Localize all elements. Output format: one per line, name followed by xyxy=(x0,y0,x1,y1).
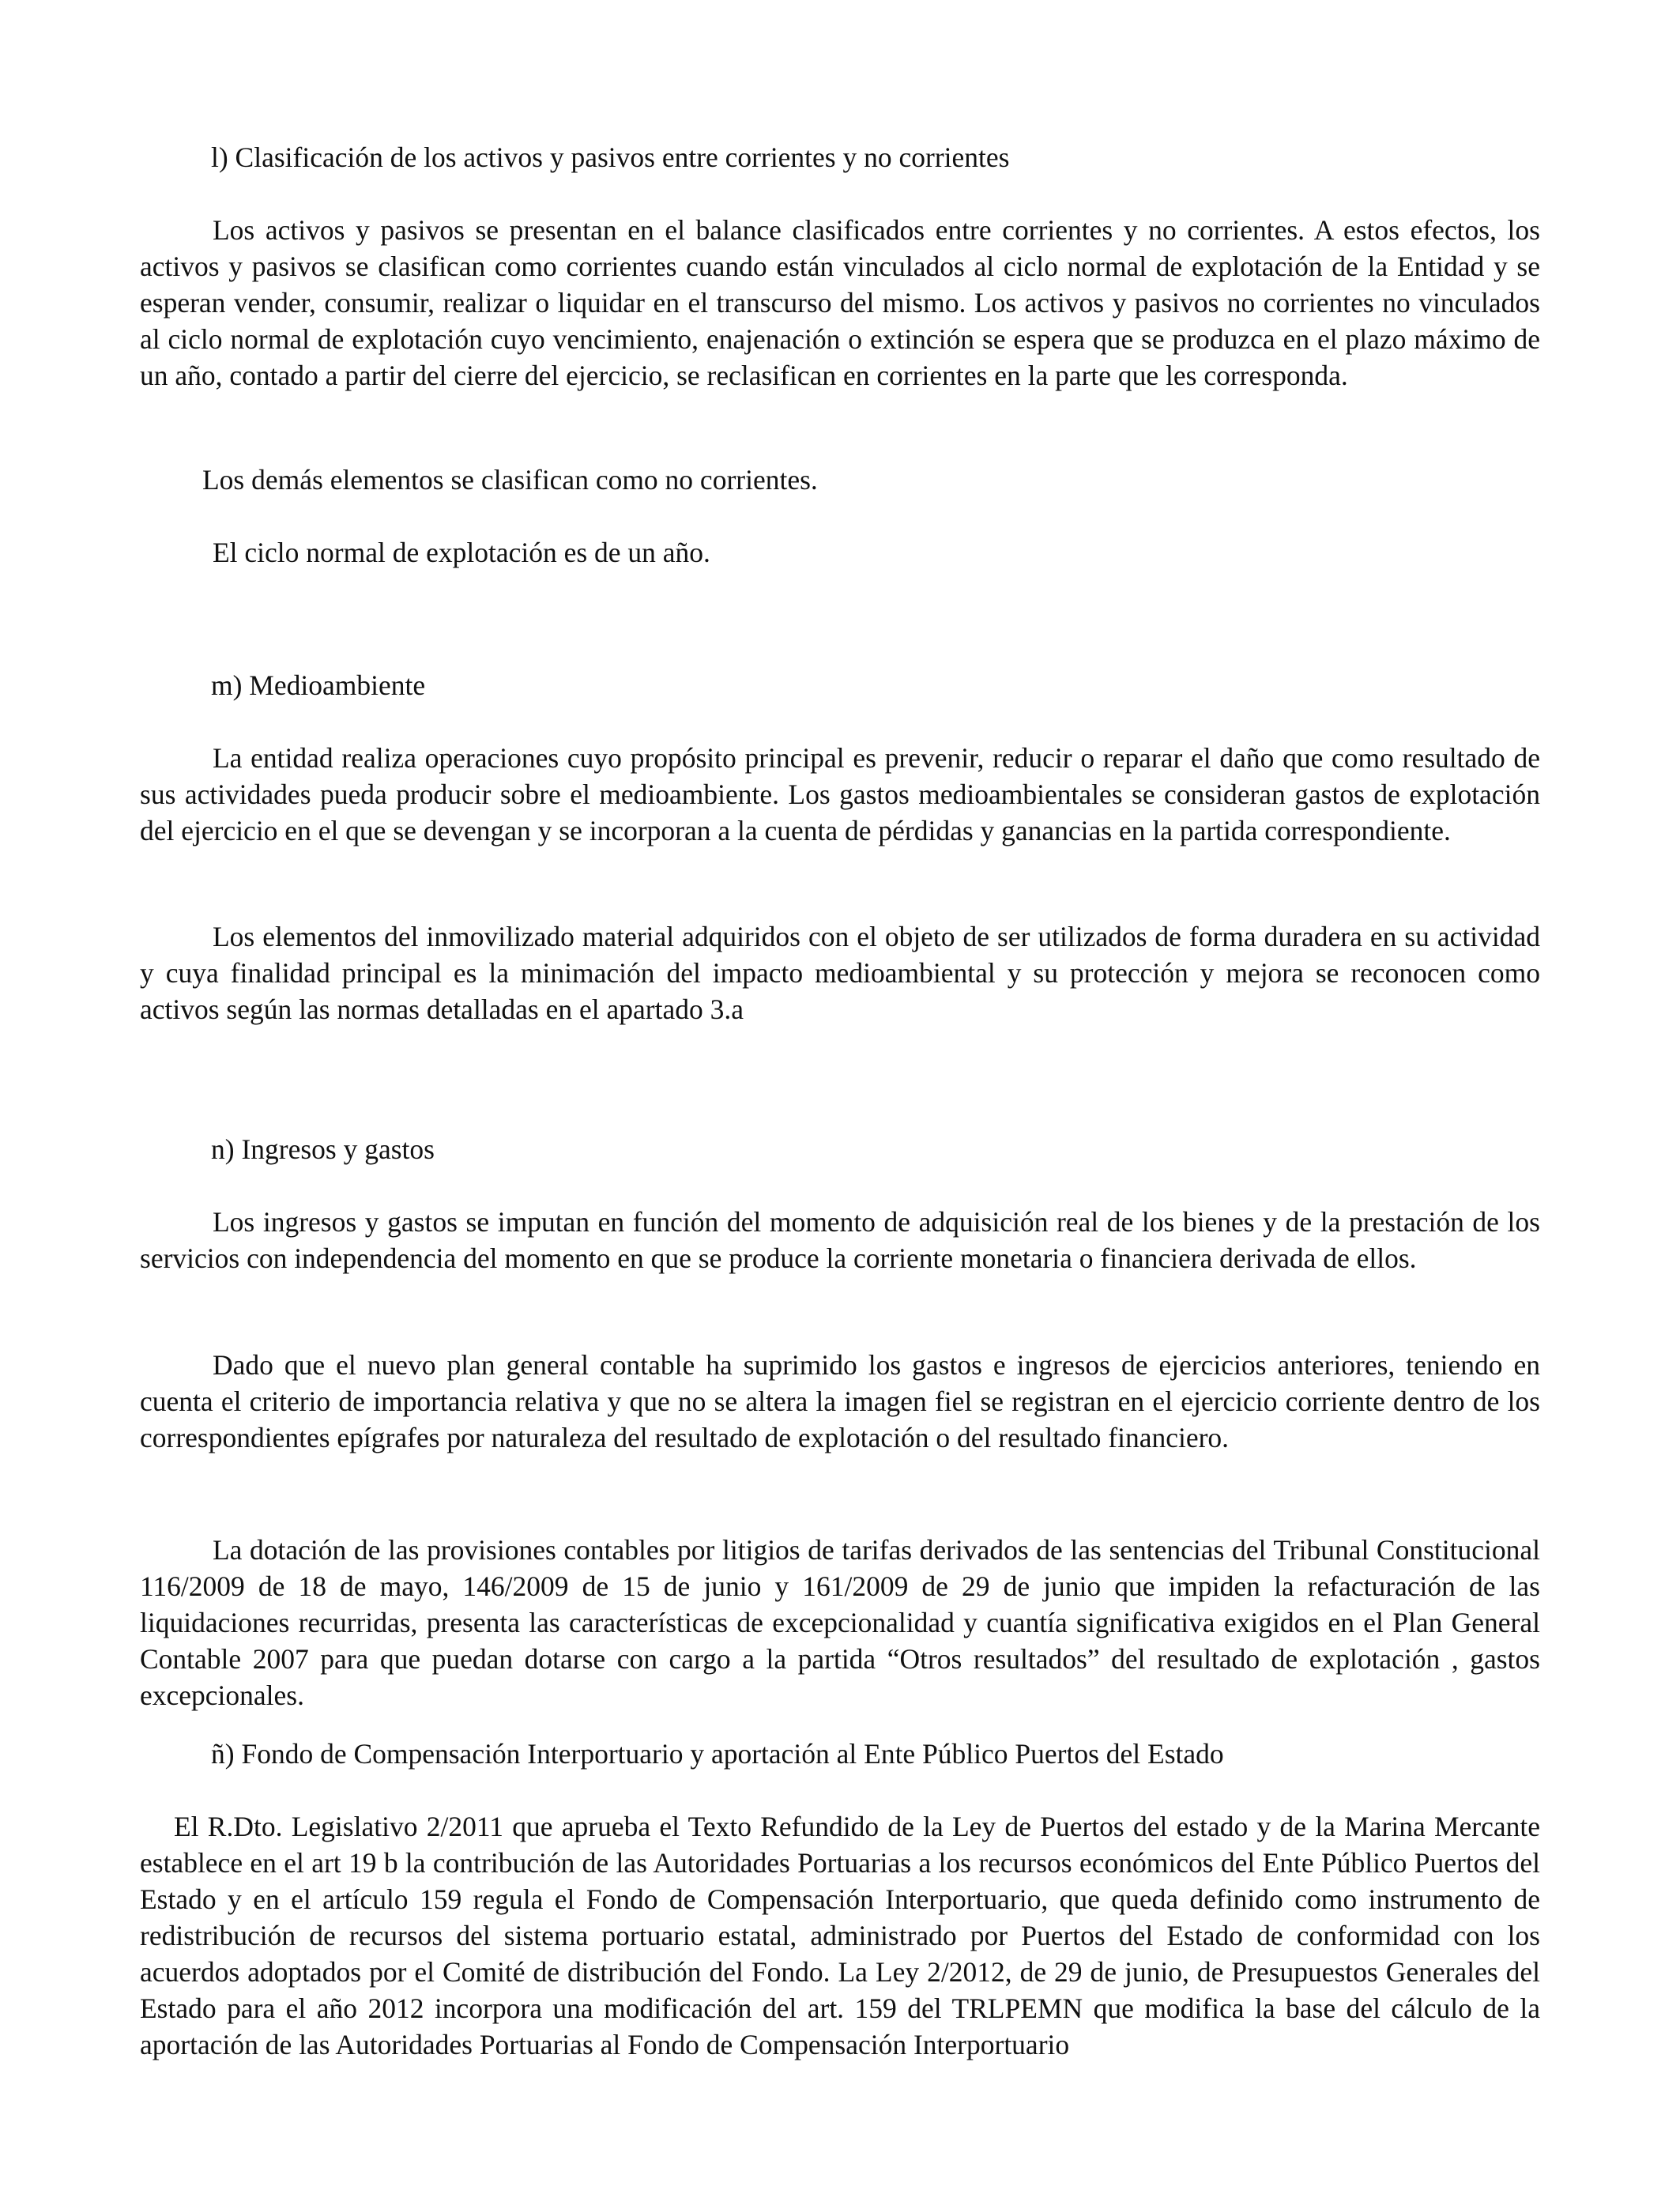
section-l-paragraph-2: Los demás elementos se clasifican como no corrientes. xyxy=(202,464,818,496)
section-l-heading: l) Clasificación de los activos y pasivos entre corrientes y no corrientes xyxy=(211,141,1010,173)
section-m-heading: m) Medioambiente xyxy=(211,669,426,701)
section-enye-paragraph-1: El R.Dto. Legislativo 2/2011 que aprueba el Texto Refundido de la Ley de Puertos del estado y de la Marina Mercante establece en el art 19 b la contribución de las Autoridades Portuarias a los recursos económicos del Ente Público Puertos del Estado y en el artículo 159 regula el Fondo de Compensación Interportuario, que queda definido como instrumento de redistribución de recursos del sistema portuario estatal, administrado por Puertos del Estado de conformidad con los acuerdos adoptados por el Comité de distribución del Fondo. La Ley 2/2012, de 29 de junio, de Presupuestos Generales del Estado para el año 2012 incorpora una modificación del art. 159 del TRLPEMN que modifica la base del cálculo de la aportación de las Autoridades Portuarias al Fondo de Compensación Interportuario xyxy=(140,1811,1540,2060)
section-m-paragraph-2: Los elementos del inmovilizado material adquiridos con el objeto de ser utilizados de forma duradera en su actividad y cuya finalidad principal es la minimación del impacto medioambiental y su protección y mejora se reconocen como activos según las normas detalladas en el apartado 3.a xyxy=(140,921,1540,1025)
section-enye-heading: ñ) Fondo de Compensación Interportuario y aportación al Ente Público Puertos del Estado xyxy=(211,1738,1224,1770)
section-l-paragraph-3: El ciclo normal de explotación es de un año. xyxy=(213,537,710,568)
section-n-heading: n) Ingresos y gastos xyxy=(211,1133,435,1165)
section-l-paragraph-1: Los activos y pasivos se presentan en el balance clasificados entre corrientes y no corrientes. A estos efectos, los activos y pasivos se clasifican como corrientes cuando están vinculados al ciclo normal de explotación de la Entidad y se esperan vender, consumir, realizar o liquidar en el transcurso del mismo. Los activos y pasivos no corrientes no vinculados al ciclo normal de explotación cuyo vencimiento, enajenación o extinción se espera que se produzca en el plazo máximo de un año, contado a partir del cierre del ejercicio, se reclasifican en corrientes en la parte que les corresponda. xyxy=(140,214,1540,391)
section-m-paragraph-1: La entidad realiza operaciones cuyo propósito principal es prevenir, reducir o reparar el daño que como resultado de sus actividades pueda producir sobre el medioambiente. Los gastos medioambientales se consideran gastos de explotación del ejercicio en el que se devengan y se incorporan a la cuenta de pérdidas y ganancias en la partida correspondiente. xyxy=(140,742,1540,846)
section-n-paragraph-3: La dotación de las provisiones contables por litigios de tarifas derivados de las sentencias del Tribunal Constitucional 116/2009 de 18 de mayo, 146/2009 de 15 de junio y 161/2009 de 29 de junio que impiden la refacturación de las liquidaciones recurridas, presenta las características de excepcionalidad y cuantía significativa exigidos en el Plan General Contable 2007 para que puedan dotarse con cargo a la partida “Otros resultados” del resultado de explotación , gastos excepcionales. xyxy=(140,1534,1540,1711)
section-n-paragraph-1: Los ingresos y gastos se imputan en función del momento de adquisición real de los bienes y de la prestación de los servicios con independencia del momento en que se produce la corriente monetaria o financiera derivada de ellos. xyxy=(140,1206,1540,1274)
section-n-paragraph-2: Dado que el nuevo plan general contable ha suprimido los gastos e ingresos de ejercicios anteriores, teniendo en cuenta el criterio de importancia relativa y que no se altera la imagen fiel se registran en el ejercicio corriente dentro de los correspondientes epígrafes por naturaleza del resultado de explotación o del resultado financiero. xyxy=(140,1349,1540,1453)
